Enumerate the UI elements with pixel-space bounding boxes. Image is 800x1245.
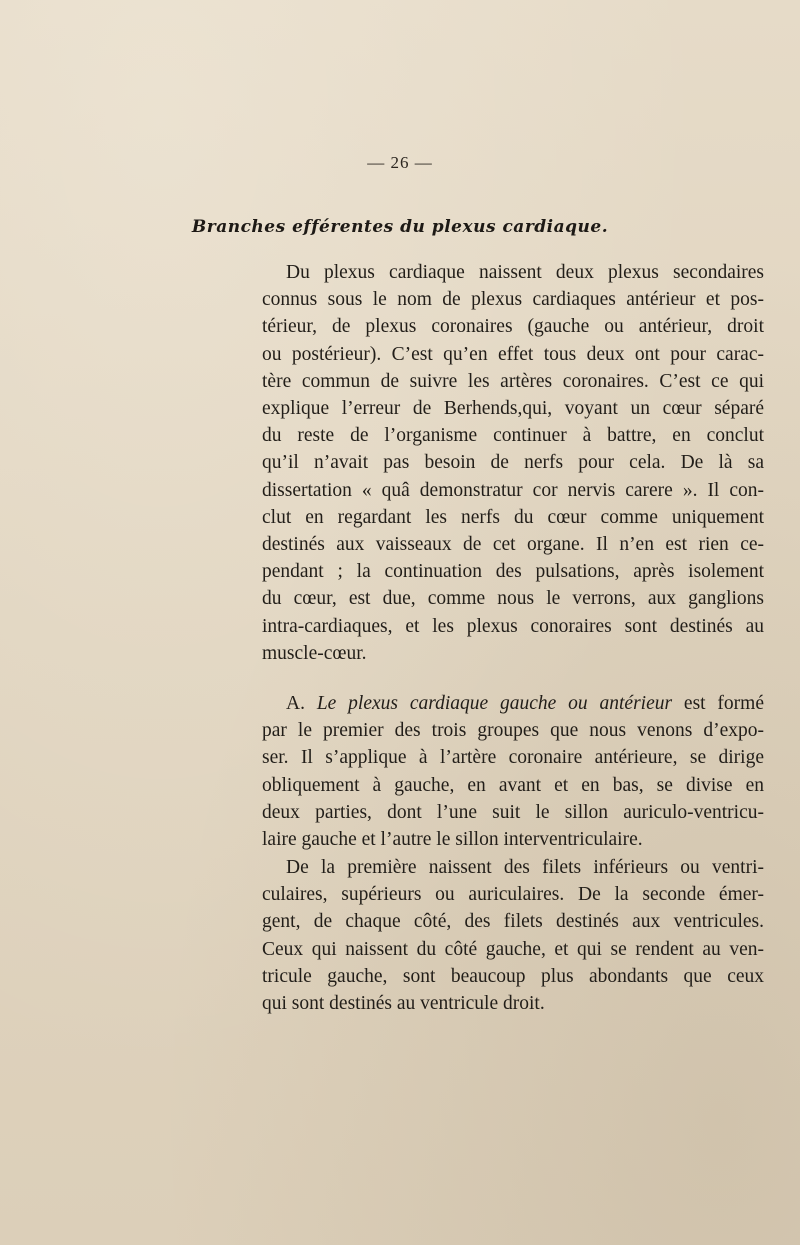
text-line: tère commun de suivre les artères coronaires. C’est ce qui: [262, 370, 764, 392]
text-line: ser. Il s’applique à l’artère coronaire antérieure, se dirige: [262, 747, 764, 769]
text-line: qu’il n’avait pas besoin de nerfs pour cela. De là sa: [262, 452, 764, 474]
text-line: De la première naissent des filets inférieurs ou ventri-: [286, 857, 764, 878]
italic-term: Le plexus cardiaque gauche ou antérieur: [316, 693, 673, 714]
text-line: explique l’erreur de Berhends,qui, voyant un cœur séparé: [262, 398, 764, 420]
page-number: — 26 —: [367, 153, 433, 172]
text-line: deux parties, dont l’une suit le sillon auriculo-ventricu-: [262, 801, 764, 823]
text-line: connus sous le nom de plexus cardiaques antérieur et pos-: [262, 289, 764, 311]
text-fragment: est formé: [683, 693, 764, 714]
text-line: gent, de chaque côté, des filets destinés aux ventricules.: [262, 911, 764, 933]
text-line: Ceux qui naissent du côté gauche, et qui se rendent au ven-: [262, 938, 764, 960]
text-line: qui sont destinés au ventricule droit.: [262, 993, 545, 1015]
text-line: par le premier des trois groupes que nous venons d’expo-: [262, 720, 764, 742]
text-line: destinés aux vaisseaux de cet organe. Il n’en est rien ce-: [262, 534, 764, 556]
text-line: ou postérieur). C’est qu’en effet tous deux ont pour carac-: [262, 343, 764, 365]
text-line: du reste de l’organisme continuer à battre, en conclut: [262, 425, 764, 447]
text-line: clut en regardant les nerfs du cœur comme uniquement: [262, 506, 764, 528]
text-line: muscle-cœur.: [262, 642, 367, 664]
text-line: dissertation « quâ demonstratur cor nervis carere ». Il con-: [262, 479, 764, 501]
paragraph-3: [262, 854, 764, 1017]
paragraph-2: [262, 690, 764, 853]
section-heading: Branches efférentes du plexus cardiaque.: [191, 217, 609, 237]
text-line: pendant ; la continuation des pulsations, après isolement: [262, 561, 764, 583]
text-line: culaires, supérieurs ou auriculaires. De la seconde émer-: [262, 884, 764, 906]
text-line: tricule gauche, sont beaucoup plus abondants que ceux: [262, 965, 764, 987]
paragraph-1: [262, 259, 764, 667]
text-line: [262, 690, 764, 717]
text-line: obliquement à gauche, en avant et en bas, se divise en: [262, 774, 764, 796]
text-line: du cœur, est due, comme nous le verrons, aux ganglions: [262, 588, 764, 610]
text-line: intra-cardiaques, et les plexus conoraires sont destinés au: [262, 615, 764, 637]
text-line: laire gauche et l’autre le sillon interventriculaire.: [262, 829, 643, 851]
text-line: Du plexus cardiaque naissent deux plexus secondaires: [286, 262, 764, 283]
section-label: A.: [286, 693, 305, 714]
text-line: térieur, de plexus coronaires (gauche ou antérieur, droit: [262, 316, 764, 338]
